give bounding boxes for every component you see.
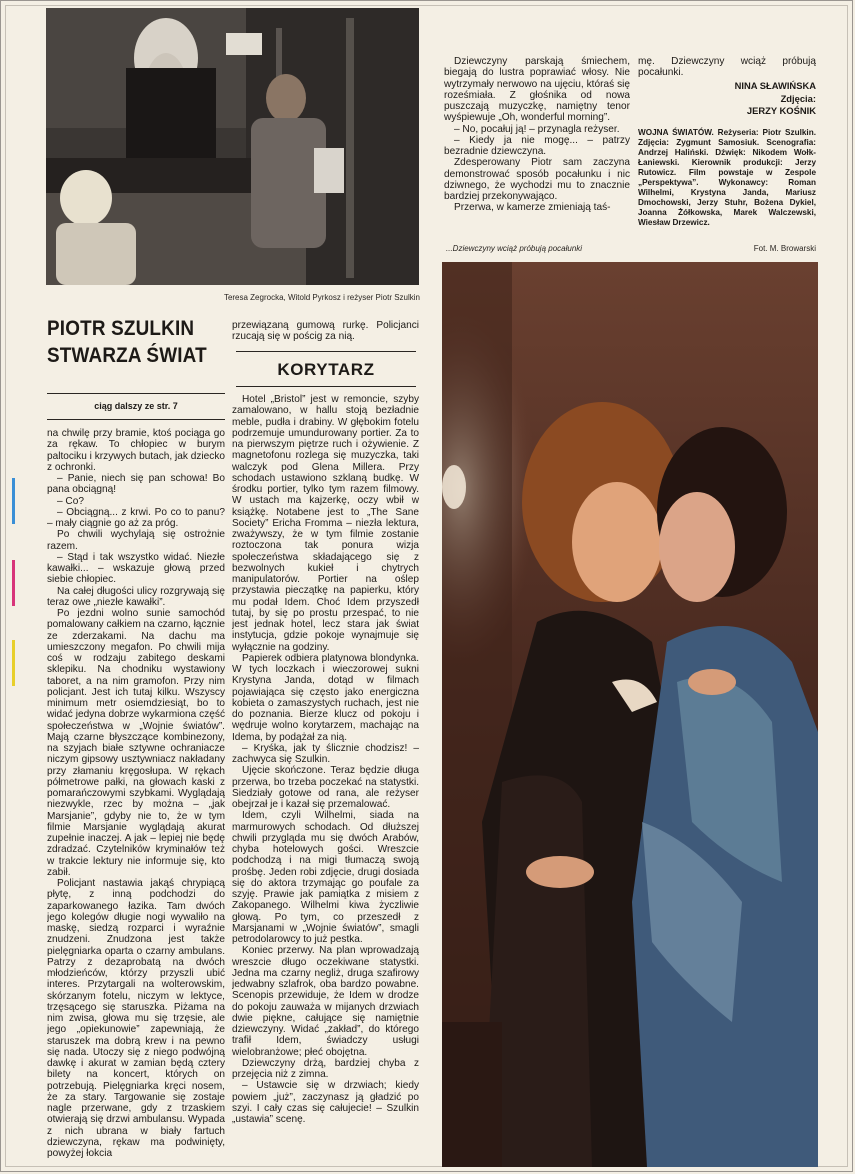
paragraph: przewiązaną gumową rurkę. Policjanci rzucają się w pościg za nią. xyxy=(232,320,419,343)
paragraph: mę. Dziewczyny wciąż próbują pocałunki. xyxy=(638,56,816,79)
paragraph: na chwilę przy bramie, ktoś pociąga go za rękaw. To chłopiec w burym paltociku i krzywych butach, jak dziecko z ochronki. xyxy=(47,428,225,473)
column-4-top xyxy=(638,56,816,80)
continued-rule-top xyxy=(47,393,225,394)
column-1 xyxy=(47,428,225,1168)
photo-main-credit: Fot. M. Browarski xyxy=(753,244,816,253)
paragraph: – Stąd i tak wszystko widać. Niezłe kawałki... – wskazuje głową przed siebie chłopiec. xyxy=(47,551,225,586)
photos-label: Zdjęcia: xyxy=(780,92,816,104)
paragraph: Ujęcie skończone. Teraz będzie długa przerwa, bo trzeba poczekać na statystki. Siedziały gotowe od rana, ale reżyser obejrzał je i kazał się przemalować. xyxy=(232,765,419,810)
courtroom-photo-image xyxy=(46,8,419,285)
section-rule-top xyxy=(236,351,416,352)
column-2 xyxy=(232,394,419,1169)
paragraph: Przerwa, w kamerze zmieniają taś- xyxy=(454,202,611,214)
photo-kiss xyxy=(442,262,818,1167)
film-credits: WOJNA ŚWIATÓW. Reżyseria: Piotr Szulkin. Zdjęcia: Zygmunt Samosiuk. Scenografia: Andrzej Haliński. Dźwięk: Nikodem Wołk-Łaniewski. Kierownik produkcji: Jerzy Rutowicz. Film powstaje w Zespole „Perspektywa”. Wykonawcy: Roman Wilhelmi, Krystyna Janda, Mariusz Dmochowski, Jerzy Stuhr, Bożena Dykiel, Joanna Żółkowska, Marek Walczewski, Wiesław Drzewicz. xyxy=(638,128,816,227)
author-name: NINA SŁAWIŃSKA xyxy=(734,80,816,91)
paragraph: Na całej długości ulicy rozgrywają się teraz owe „niezłe kawałki”. xyxy=(47,585,225,608)
paragraph: – No, pocałuj ją! – przynagla reżyser. xyxy=(454,123,620,135)
photo-courtroom xyxy=(46,8,419,285)
paragraph: Idem, czyli Wilhelmi, siada na marmurowych schodach. Od dłuższej chwili przygląda mu się dwóch Arabów, chyba hotelowych gości. Wreszcie podchodzą i na migi tłumaczą swoją prośbę. Jeden robi zdjęcie, drugi dosiada się do aktora trzymając go poufale za szyję. Prawie jak pamiątka z misiem z Zakopanego. Wilhelmi kiwa życzliwie głową. Po tym, co przeszedł z Marsjanami w „Wojnie światów”, smagli petrodolarowcy to już pestka. xyxy=(232,810,419,945)
paragraph: Po jezdni wolno sunie samochód pomalowany całkiem na czarno, łącznie ze zderzakami. Na dachu ma umieszczony megafon. Po chwili mija coś w rodzaju zabitego deskami sklepiku. Na chodniku wystawiony taboret, a na nim gramofon. Przy nim policjant. Jest ich tutaj kilku. Wszyscy minimum metr osiemdziesiąt, bo to widać jedyna dobrze wykarmiona część społeczeństwa w „Wojnie światów”. Mają czarne błyszczące kombinezony, na szyjach białe sztywne ochraniacze niczym gipsowy usztywniacz nakładany przy złamaniu kręgosłupa. W rękach półmetrowe pałki, na głowach kaski z pomarańczowymi szybkami. Wyglądają niezwykle, rzec by można – „jak Marsjanie”, gdyby nie to, że w tym filmie Marsjanie wyglądają akurat zupełnie inaczej. A jak – lepiej nie będę zdradzać. Czytelników kryminałów też w trakcie lektury nie informuje się, kto zabił. xyxy=(47,608,225,878)
author-signature xyxy=(638,80,816,118)
paragraph: Po chwili wychylają się ostrożnie razem. xyxy=(47,529,225,552)
print-mark-magenta xyxy=(12,560,15,606)
paragraph: – Panie, niech się pan schowa! Bo pana obciągną! xyxy=(47,473,225,496)
kiss-photo-image xyxy=(442,262,818,1167)
section-rule-bottom xyxy=(236,386,416,387)
paragraph: – Co? xyxy=(57,495,84,507)
column-3 xyxy=(444,56,630,236)
article-title-line1: PIOTR SZULKIN xyxy=(47,317,195,340)
photo-main-caption: ...Dziewczyny wciąż próbują pocałunki xyxy=(446,244,583,253)
photographer-name: JERZY KOŚNIK xyxy=(746,105,816,116)
photo-courtroom-caption: Teresa Zegrocka, Witold Pyrkosz i reżyser Piotr Szulkin xyxy=(223,293,420,302)
continued-rule-bottom xyxy=(47,419,225,420)
paragraph: – Obciągną... z krwi. Po co to panu? – mały ciągnie go aż za próg. xyxy=(47,506,225,529)
paragraph: – Ustawcie się w drzwiach; kiedy powiem „już”, zaczynasz ją gładzić po szyi. I cały czas się całujecie! – Szulkin „ustawia” scenę. xyxy=(232,1080,419,1125)
paragraph: – Kryśka, jak ty ślicznie chodzisz! – zachwyca się Szulkin. xyxy=(232,742,419,765)
paragraph: Papierek odbiera platynowa blondynka. W tych loczkach i wieczorowej sukni Krystyna Janda, dotąd w filmach pojawiająca się często jako energiczna kobieta o zamaszystych ruchach, jest nie do poznania. Bierze klucz od pokoju i wędruje wolno korytarzem, machając na Idema, by podążał za nią. xyxy=(232,652,419,743)
paragraph: Zdesperowany Piotr sam zaczyna demonstrować sposób pocałunku i nic dziwnego, że wychodzi mu to znacznie bardziej przekonywająco. xyxy=(444,157,630,202)
print-mark-yellow xyxy=(12,640,15,686)
paragraph: Koniec przerwy. Na plan wprowadzają wreszcie długo oczekiwane statystki. Jedna ma czarny negliż, druga szafirowy jedwabny szlafrok, oba bardzo powabne. Scenopis przewiduje, że Idem w drodze do pokoju zauważa w mijanych drzwiach dwie piękne, całujące się namiętnie dziewczyny. Widać „zakład”, do którego trafił Idem, świadczy usługi wielobranżowe; płeć obojętna. xyxy=(232,945,419,1058)
paragraph: Hotel „Bristol” jest w remoncie, szyby zamalowano, w hallu stoją bezładnie meble, pudła i drabiny. W głębokim fotelu podrzemuje umundurowany portier. Za to na pierwszym piętrze ruch i ożywienie. Z magnetofonu rozlega się muzyczka, taki walczyk pod Glena Millera. Przy schodach ustawiono szklaną budkę. W środku portier, tylko tym razem filmowy. W ustach ma kajzerkę, oczy wbił w książkę. Notabene jest to „The Sane Society” Ericha Fromma – niezła lektura, zważywszy, że w tym filmie zostanie roztoczona tak ponura wizja społeczeństwa składającego się z bezwolnych kukieł i chytrych manipulatorów. Portier na oślep przystawia pieczątkę na papierku, który mu podał Idem. Choć Idem przyszedł tutaj, by się po prostu przespać, to nie jest jednak hotel, lecz stara jak świat instytucja, gdzie pokoje wynajmuje się wyłącznie na godziny. xyxy=(232,394,419,653)
article-title-line2: STWARZA ŚWIAT xyxy=(47,344,207,367)
paragraph: Dziewczyny drżą, bardziej chyba z przejęcia niż z zimna. xyxy=(232,1057,419,1080)
print-mark-blue xyxy=(12,478,15,524)
section-title: KORYTARZ xyxy=(277,360,375,379)
column-2-top xyxy=(232,320,419,350)
paragraph: Policjant nastawia jakąś chrypiącą płytę, z inną podchodzi do zaparkowanego łazika. Tam dwóch jego kolegów długie nogi wywaliło na maskę, siedzą rozparci i wyraźnie znudzeni. Znudzona jest także pielęgniarka oparta o czarny ambulans. Patrzy z dezaprobatą na dwóch młodzieńców, którzy przyszli ubić interes. Przytargali na wolterowskim, skórzanym fotelu, niczym w lektyce, trzęsącego się staruszka. Piżama na nim zwisa, głowa mu się trzęsie, ale jego „opiekunowie” zapewniają, że staruszek ma dobrą krew i na pewno się nada. Utoczy się z niego podwójną dawkę i akurat w zamian będą cztery bilety na koncert, których on potrzebują. Pielęgniarka kręci nosem, że za stary. Targowanie się zostaje nagle przerwane, gdy z trzaskiem otwierają się drzwi ambulansu. Wypada z nich ubrana w biały fartuch dziewczyna, rękaw ma podwinięty, powyżej łokcia xyxy=(47,878,225,1159)
paragraph: Dziewczyny parskają śmiechem, biegają do lustra poprawiać włosy. Nie wytrzymały nerwowo na ujęciu, któraś się roześmiała. Z głośnika od nowa puszczają muzyczkę, namiętny tenor wyśpiewuje „Oh, wonderful morning”. xyxy=(444,56,630,124)
continued-note: ciąg dalszy ze str. 7 xyxy=(94,401,178,411)
paragraph: – Kiedy ja nie mogę... – patrzy bezradnie dziewczyna. xyxy=(444,134,630,157)
